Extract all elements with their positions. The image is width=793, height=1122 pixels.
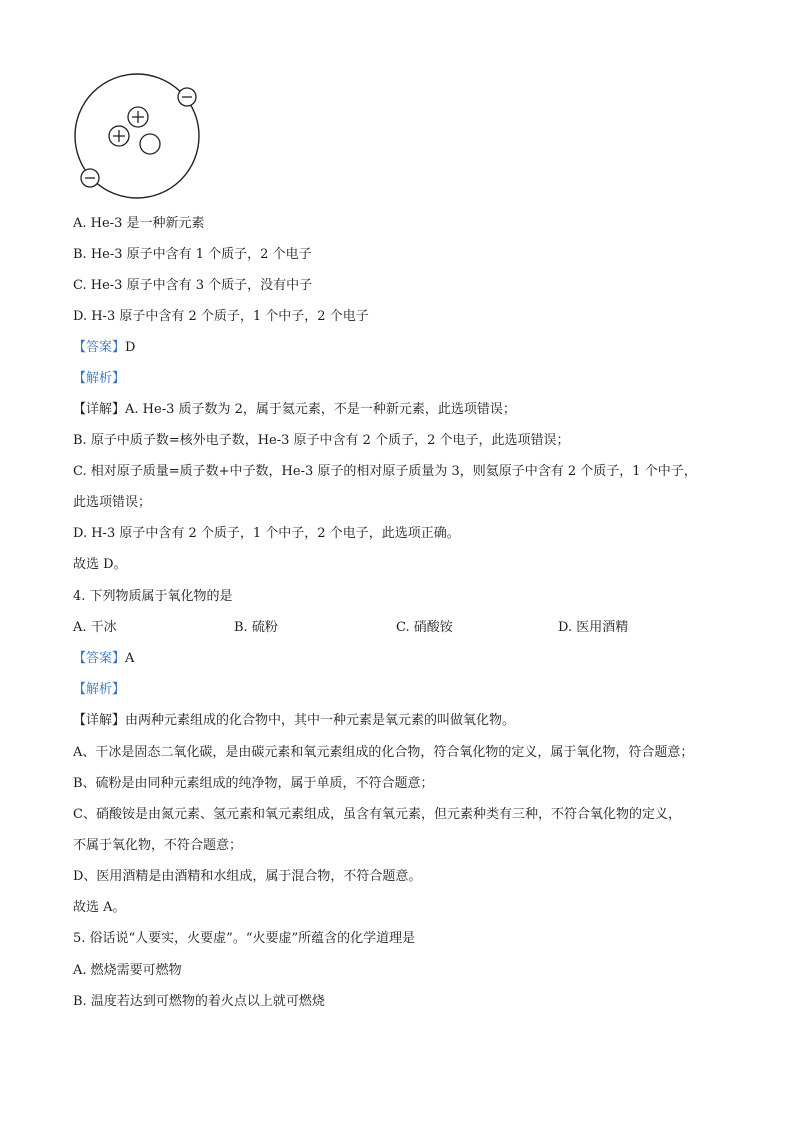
q3-detail-line: D. H-3 原子中含有 2 个质子，1 个中子，2 个电子，此选项正确。: [73, 526, 460, 541]
proton-lower: [109, 126, 129, 146]
answer-tag: 【答案】: [73, 340, 126, 355]
q4-answer: [73, 651, 134, 667]
neutron: [140, 134, 160, 154]
q3-option-d: D. H-3 原子中含有 2 个质子，1 个中子，2 个电子: [73, 309, 369, 324]
electron-top-right: [178, 88, 196, 106]
detail-tag: 【详解】: [73, 402, 126, 417]
q4-detail-line: A、干冰是固态二氧化碳，是由碳元素和氧元素组成的化合物，符合氧化物的定义，属于氧化物，符合题意；: [73, 745, 694, 760]
q4-detail-line: D、医用酒精是由酒精和水组成，属于混合物，不符合题意。: [73, 869, 422, 884]
q3-detail-line: 【详解】A. He-3 质子数为 2，属于氦元素，不是一种新元素，此选项错误；: [73, 402, 516, 417]
q4-choice-d: D. 医用酒精: [558, 620, 629, 635]
q3-conclusion: 故选 D。: [73, 557, 127, 572]
q4-conclusion: 故选 A。: [73, 900, 126, 915]
atom-diagram: [70, 70, 210, 200]
electron-bottom-left: [81, 169, 99, 187]
q4-detail-line: 【详解】由两种元素组成的化合物中，其中一种元素是氧元素的叫做氧化物。: [73, 713, 516, 728]
q3-detail-line: C. 相对原子质量=质子数+中子数，He-3 原子的相对原子质量为 3，则氦原子中含有 2 个质子，1 个中子，: [73, 464, 697, 479]
q3-detail-line: 此选项错误；: [73, 495, 152, 510]
q3-analysis-tag: 【解析】: [73, 371, 126, 386]
q3-option-a: A. He-3 是一种新元素: [73, 216, 205, 231]
q3-option-c: C. He-3 原子中含有 3 个质子，没有中子: [73, 278, 313, 293]
q4-choice-a: A. 干冰: [73, 620, 117, 635]
q4-detail-line: C、硝酸铵是由氮元素、氢元素和氧元素组成，虽含有氧元素，但元素种类有三种，不符合氧化物的定义，: [73, 807, 681, 822]
q5-stem: 5. 俗话说“人要实，火要虚”。“火要虚”所蕴含的化学道理是: [73, 931, 416, 946]
q4-stem: 4. 下列物质属于氧化物的是: [73, 589, 233, 604]
q4-choice-b: B. 硫粉: [234, 620, 278, 635]
q3-answer: [73, 340, 135, 356]
detail-tag: 【详解】: [73, 713, 126, 728]
q5-option-a: A. 燃烧需要可燃物: [73, 963, 182, 978]
answer-value: D: [125, 340, 136, 355]
answer-tag: 【答案】: [73, 651, 126, 666]
q5-option-b: B. 温度若达到可燃物的着火点以上就可燃烧: [73, 994, 325, 1009]
proton-upper: [128, 107, 148, 127]
q3-option-b: B. He-3 原子中含有 1 个质子，2 个电子: [73, 247, 312, 262]
q4-detail-line: B、硫粉是由同种元素组成的纯净物，属于单质，不符合题意；: [73, 776, 434, 791]
answer-value: A: [125, 651, 135, 666]
q4-analysis-tag: 【解析】: [73, 682, 126, 697]
q4-detail-line: 不属于氧化物，不符合题意；: [73, 838, 243, 853]
q4-choice-c: C. 硝酸铵: [396, 620, 453, 635]
q3-detail-line: B. 原子中质子数=核外电子数，He-3 原子中含有 2 个质子，2 个电子，此选项错误；: [73, 433, 570, 448]
